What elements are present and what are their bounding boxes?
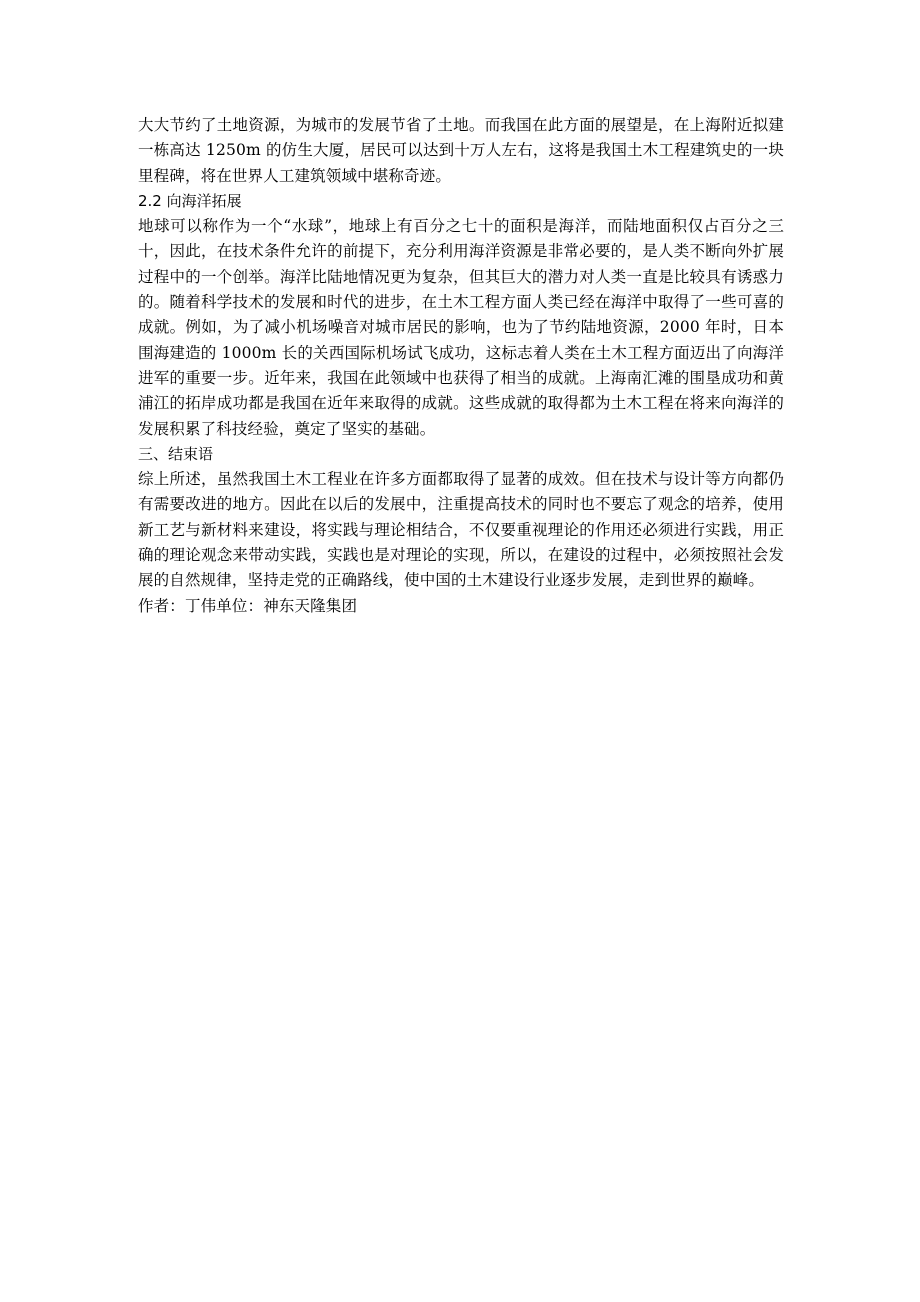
section-heading-ocean: 2.2 向海洋拓展 bbox=[138, 191, 242, 210]
paragraph-ocean: 地球可以称作为一个“水球”，地球上有百分之七十的面积是海洋，而陆地面积仅占百分之三十，因此，在技术条件允许的前提下，充分利用海洋资源是非常必要的，是人类不断向外扩展过程中的一个创举。海洋比陆地情况更为复杂，但其巨大的潜力对人类一直是比较具有诱惑力的。随着科学技术的发展和时代的进步，在土木工程方面人类已经在海洋中取得了一些可喜的成就。例如，为了减小机场噪音对城市居民的影响，也为了节约陆地资源，2000 年时，日本围海建造的 1000m 长的关西国际机场试飞成功，这标志着人类在土木工程方面迈出了向海洋进军的重要一步。近年来，我国在此领域中也获得了相当的成就。上海南汇滩的围垦成功和黄浦江的拓岸成功都是我国在近年来取得的成就。这些成就的取得都为土木工程在将来向海洋的发展积累了科技经验，奠定了坚实的基础。 bbox=[138, 217, 784, 438]
section-heading-conclusion: 三、结束语 bbox=[138, 444, 214, 463]
author-line: 作者：丁伟单位：神东天隆集团 bbox=[138, 596, 358, 615]
document-body bbox=[138, 113, 784, 619]
paragraph-conclusion: 综上所述，虽然我国土木工程业在许多方面都取得了显著的成效。但在技术与设计等方向都仍有需要改进的地方。因此在以后的发展中，注重提高技术的同时也不要忘了观念的培养，使用新工艺与新材料来建设，将实践与理论相结合，不仅要重视理论的作用还必须进行实践，用正确的理论观念来带动实践，实践也是对理论的实现，所以，在建设的过程中，必须按照社会发展的自然规律，坚持走党的正确路线，使中国的土木建设行业逐步发展，走到世界的巅峰。 bbox=[138, 470, 784, 590]
paragraph-intro: 大大节约了土地资源，为城市的发展节省了土地。而我国在此方面的展望是，在上海附近拟建一栋高达 1250m 的仿生大厦，居民可以达到十万人左右，这将是我国土木工程建筑史的一块里程碑，将在世界人工建筑领域中堪称奇迹。 bbox=[138, 116, 784, 185]
